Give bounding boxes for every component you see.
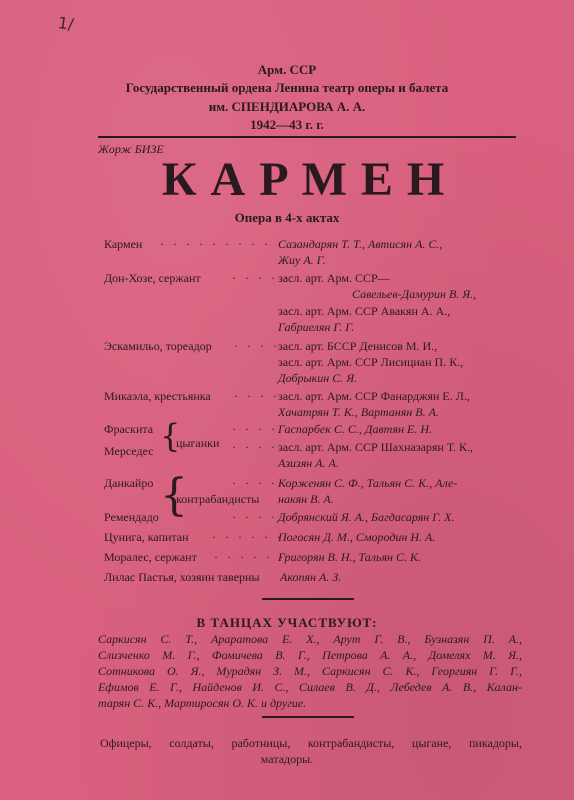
- leader-dots: · · · ·: [234, 339, 280, 353]
- role-zuniga: Цунига, капитан: [104, 530, 189, 544]
- cast-line: Хачатрян Т. К., Вартанян В. А.: [278, 405, 439, 419]
- dance-line: Ефимов Е. Г., Найденов И. С., Силаев В. Д., Лебедев А. В., Калан-: [98, 680, 522, 694]
- role-frasquita: Фраскита: [104, 422, 154, 436]
- composer: Жорж БИЗЕ: [98, 142, 164, 156]
- cast-line: Акопян А. З.: [280, 570, 342, 584]
- cast-line: Жиу А. Г.: [278, 253, 326, 267]
- handwritten-mark: 1/: [56, 13, 75, 34]
- dance-line: Слизченко М. Г., Фомичева В. Г., Петрова А. А., Домелях М. Я.,: [98, 648, 522, 662]
- cast-line: Сазандарян Т. Т., Автисян А. С.,: [278, 237, 443, 251]
- header-rule: [98, 136, 516, 138]
- cast-line: накян В. А.: [278, 492, 334, 506]
- footer-chorus: Офицеры, солдаты, работницы, контрабандисты, цыгане, пикадоры,: [100, 736, 522, 750]
- brace: {: [160, 417, 181, 455]
- role-mercedes: Мерседес: [104, 444, 154, 458]
- role-lillas-pastia: Лилас Пастья, хозяин таверны: [104, 570, 260, 584]
- footer-chorus-cont: матадоры.: [260, 752, 314, 766]
- header-name: им. СПЕНДИАРОВА А. А.: [208, 99, 366, 114]
- header-republic: Арм. ССР: [257, 62, 317, 77]
- leader-dots: · · · · · ·: [212, 530, 284, 544]
- opera-title: КАРМЕН: [161, 153, 459, 206]
- cast-line: засл. арт. Арм. ССР—: [278, 271, 390, 285]
- cast-line: засл. арт. БССР Денисов М. И.,: [278, 339, 438, 353]
- cast-line: засл. арт. Арм. ССР Фанарджян Е. Л.,: [278, 389, 470, 403]
- cast-line: засл. арт. Арм. ССР Авакян А. А.,: [278, 304, 451, 318]
- cast-line: Савельев-Дамурин В. Я.,: [352, 287, 477, 301]
- role-escamillo: Эскамильо, тореадор: [104, 339, 212, 353]
- leader-dots: · · · ·: [232, 510, 278, 524]
- role-dancairo: Данкайро: [104, 476, 154, 490]
- cast-line: Добрыкин С. Я.: [278, 371, 358, 385]
- cast-line: Корженян С. Ф., Тальян С. К., Але-: [278, 476, 458, 490]
- cast-line: засл. арт. Арм. ССР Шахназарян Т. К.,: [278, 440, 473, 454]
- role-morales: Моралес, сержант: [104, 550, 197, 564]
- cast-line: засл. арт. Арм. ССР Лисициан П. К.,: [278, 355, 464, 369]
- cast-line: Гаспарбек С. С., Давтян Е. Н.: [278, 422, 433, 436]
- leader-dots: · · · · · ·: [214, 550, 286, 564]
- leader-dots: · · · ·: [232, 422, 278, 436]
- dance-line: тарян С. К., Мартиросян О. К. и другие.: [98, 696, 307, 710]
- leader-dots: · · · ·: [234, 389, 280, 403]
- section-rule: [262, 716, 354, 718]
- role-micaela: Микаэла, крестьянка: [104, 389, 211, 403]
- header-theatre: Государственный ордена Ленина театр оперы и балета: [125, 80, 449, 95]
- group-smugglers: контрабандисты: [176, 492, 260, 506]
- dance-line: Сотникова О. Я., Мурадян З. М., Саркисян С. К., Георгиян Г. Г.,: [98, 664, 522, 678]
- role-remendado: Ремендадо: [104, 510, 159, 524]
- cast-line: Азизян А. А.: [278, 456, 339, 470]
- role-carmen: Кармен: [104, 237, 143, 251]
- leader-dots: · · · · · · · · ·: [160, 237, 271, 251]
- header-season: 1942—43 г. г.: [250, 117, 324, 132]
- cast-line: Габриелян Г. Г.: [278, 320, 355, 334]
- opera-subtitle: Опера в 4-х актах: [234, 210, 340, 225]
- leader-dots: · · · ·: [232, 440, 278, 454]
- dance-title: В ТАНЦАХ УЧАСТВУЮТ:: [196, 615, 378, 630]
- leader-dots: · · · ·: [232, 476, 278, 490]
- section-rule: [262, 598, 354, 600]
- group-gypsies: цыганки: [176, 436, 220, 450]
- brace: {: [160, 470, 188, 521]
- dance-line: Саркисян С. Т., Араратова Е. Х., Арут Г. В., Бузназян П. А.,: [98, 632, 522, 646]
- cast-line: Добрянский Я. А., Багдасарян Г. Х.: [278, 510, 455, 524]
- cast-line: Григорян В. Н., Тальян С. К.: [278, 550, 421, 564]
- cast-line: Погосян Д. М., Смородин Н. А.: [278, 530, 436, 544]
- role-don-jose: Дон-Хозе, сержант: [104, 271, 201, 285]
- leader-dots: · · · · ·: [232, 271, 291, 285]
